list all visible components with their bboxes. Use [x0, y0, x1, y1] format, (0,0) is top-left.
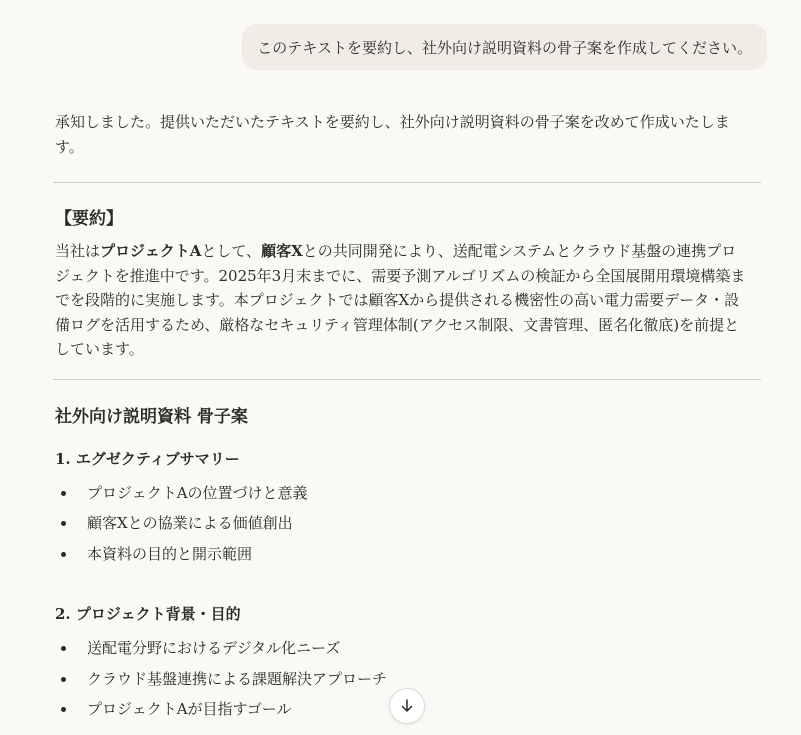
list-item [55, 539, 761, 570]
summary-text: との共同開発により、送配電システムとクラウド基盤の連携プロジェクトを推進中です。2025年3月末までに、需要予測アルゴリズムの検証から全国展開用環境構築までを段階的に実施します。本プロジェクトでは顧客Xから提供される機密性の高い電力需要データ・設備ログを活用するため、厳格なセキュリティ管理体制(アクセス制限、文書管理、匿名化徹底)を前提としています。 [55, 242, 746, 358]
bullet-icon [61, 521, 66, 526]
user-message-bubble [242, 24, 767, 70]
section-heading-1 [55, 448, 761, 470]
list-item-text: 送配電分野におけるデジタル化ニーズ [87, 639, 341, 657]
list-item [55, 508, 761, 539]
list-item-text: クラウド基盤連携による課題解決アプローチ [87, 669, 388, 688]
bullet-icon [61, 491, 66, 496]
bullet-icon [61, 677, 66, 682]
list-item-text: 本資料の目的と開示範囲 [87, 544, 253, 563]
divider [53, 379, 761, 380]
section-1-list [55, 478, 761, 570]
summary-text: として、 [201, 242, 262, 260]
list-item [55, 478, 761, 509]
bullet-icon [61, 646, 66, 651]
section-title: エグゼクティブサマリー [75, 449, 240, 468]
bullet-icon [61, 552, 66, 557]
summary-text: 当社は [55, 242, 101, 260]
assistant-message [55, 110, 761, 725]
summary-body [55, 239, 761, 362]
section-number: 2. [55, 605, 71, 623]
list-item-text: プロジェクトAの位置づけと意義 [87, 483, 308, 502]
section-heading-2 [55, 603, 761, 625]
divider [53, 182, 761, 183]
arrow-down-icon [399, 698, 415, 714]
user-message-text: このテキストを要約し、社外向け説明資料の骨子案を作成してください。 [257, 38, 752, 57]
scroll-to-bottom-button[interactable] [389, 688, 425, 724]
list-item-text: 顧客Xとの協業による価値創出 [87, 514, 293, 532]
summary-bold-project: プロジェクトA [100, 242, 202, 260]
section-number: 1. [55, 449, 71, 468]
summary-title: 【要約】 [55, 209, 123, 229]
list-item-text: プロジェクトAが目指すゴール [87, 700, 292, 718]
bullet-icon [61, 707, 66, 712]
outline-title: 社外向け説明資料 骨子案 [55, 406, 248, 427]
assistant-intro: 承知しました。提供いただいたテキストを要約し、社外向け説明資料の骨子案を改めて作成いたします。 [55, 113, 730, 156]
summary-bold-client: 顧客X [261, 242, 303, 260]
section-title: プロジェクト背景・目的 [75, 605, 241, 623]
list-item [55, 633, 761, 664]
